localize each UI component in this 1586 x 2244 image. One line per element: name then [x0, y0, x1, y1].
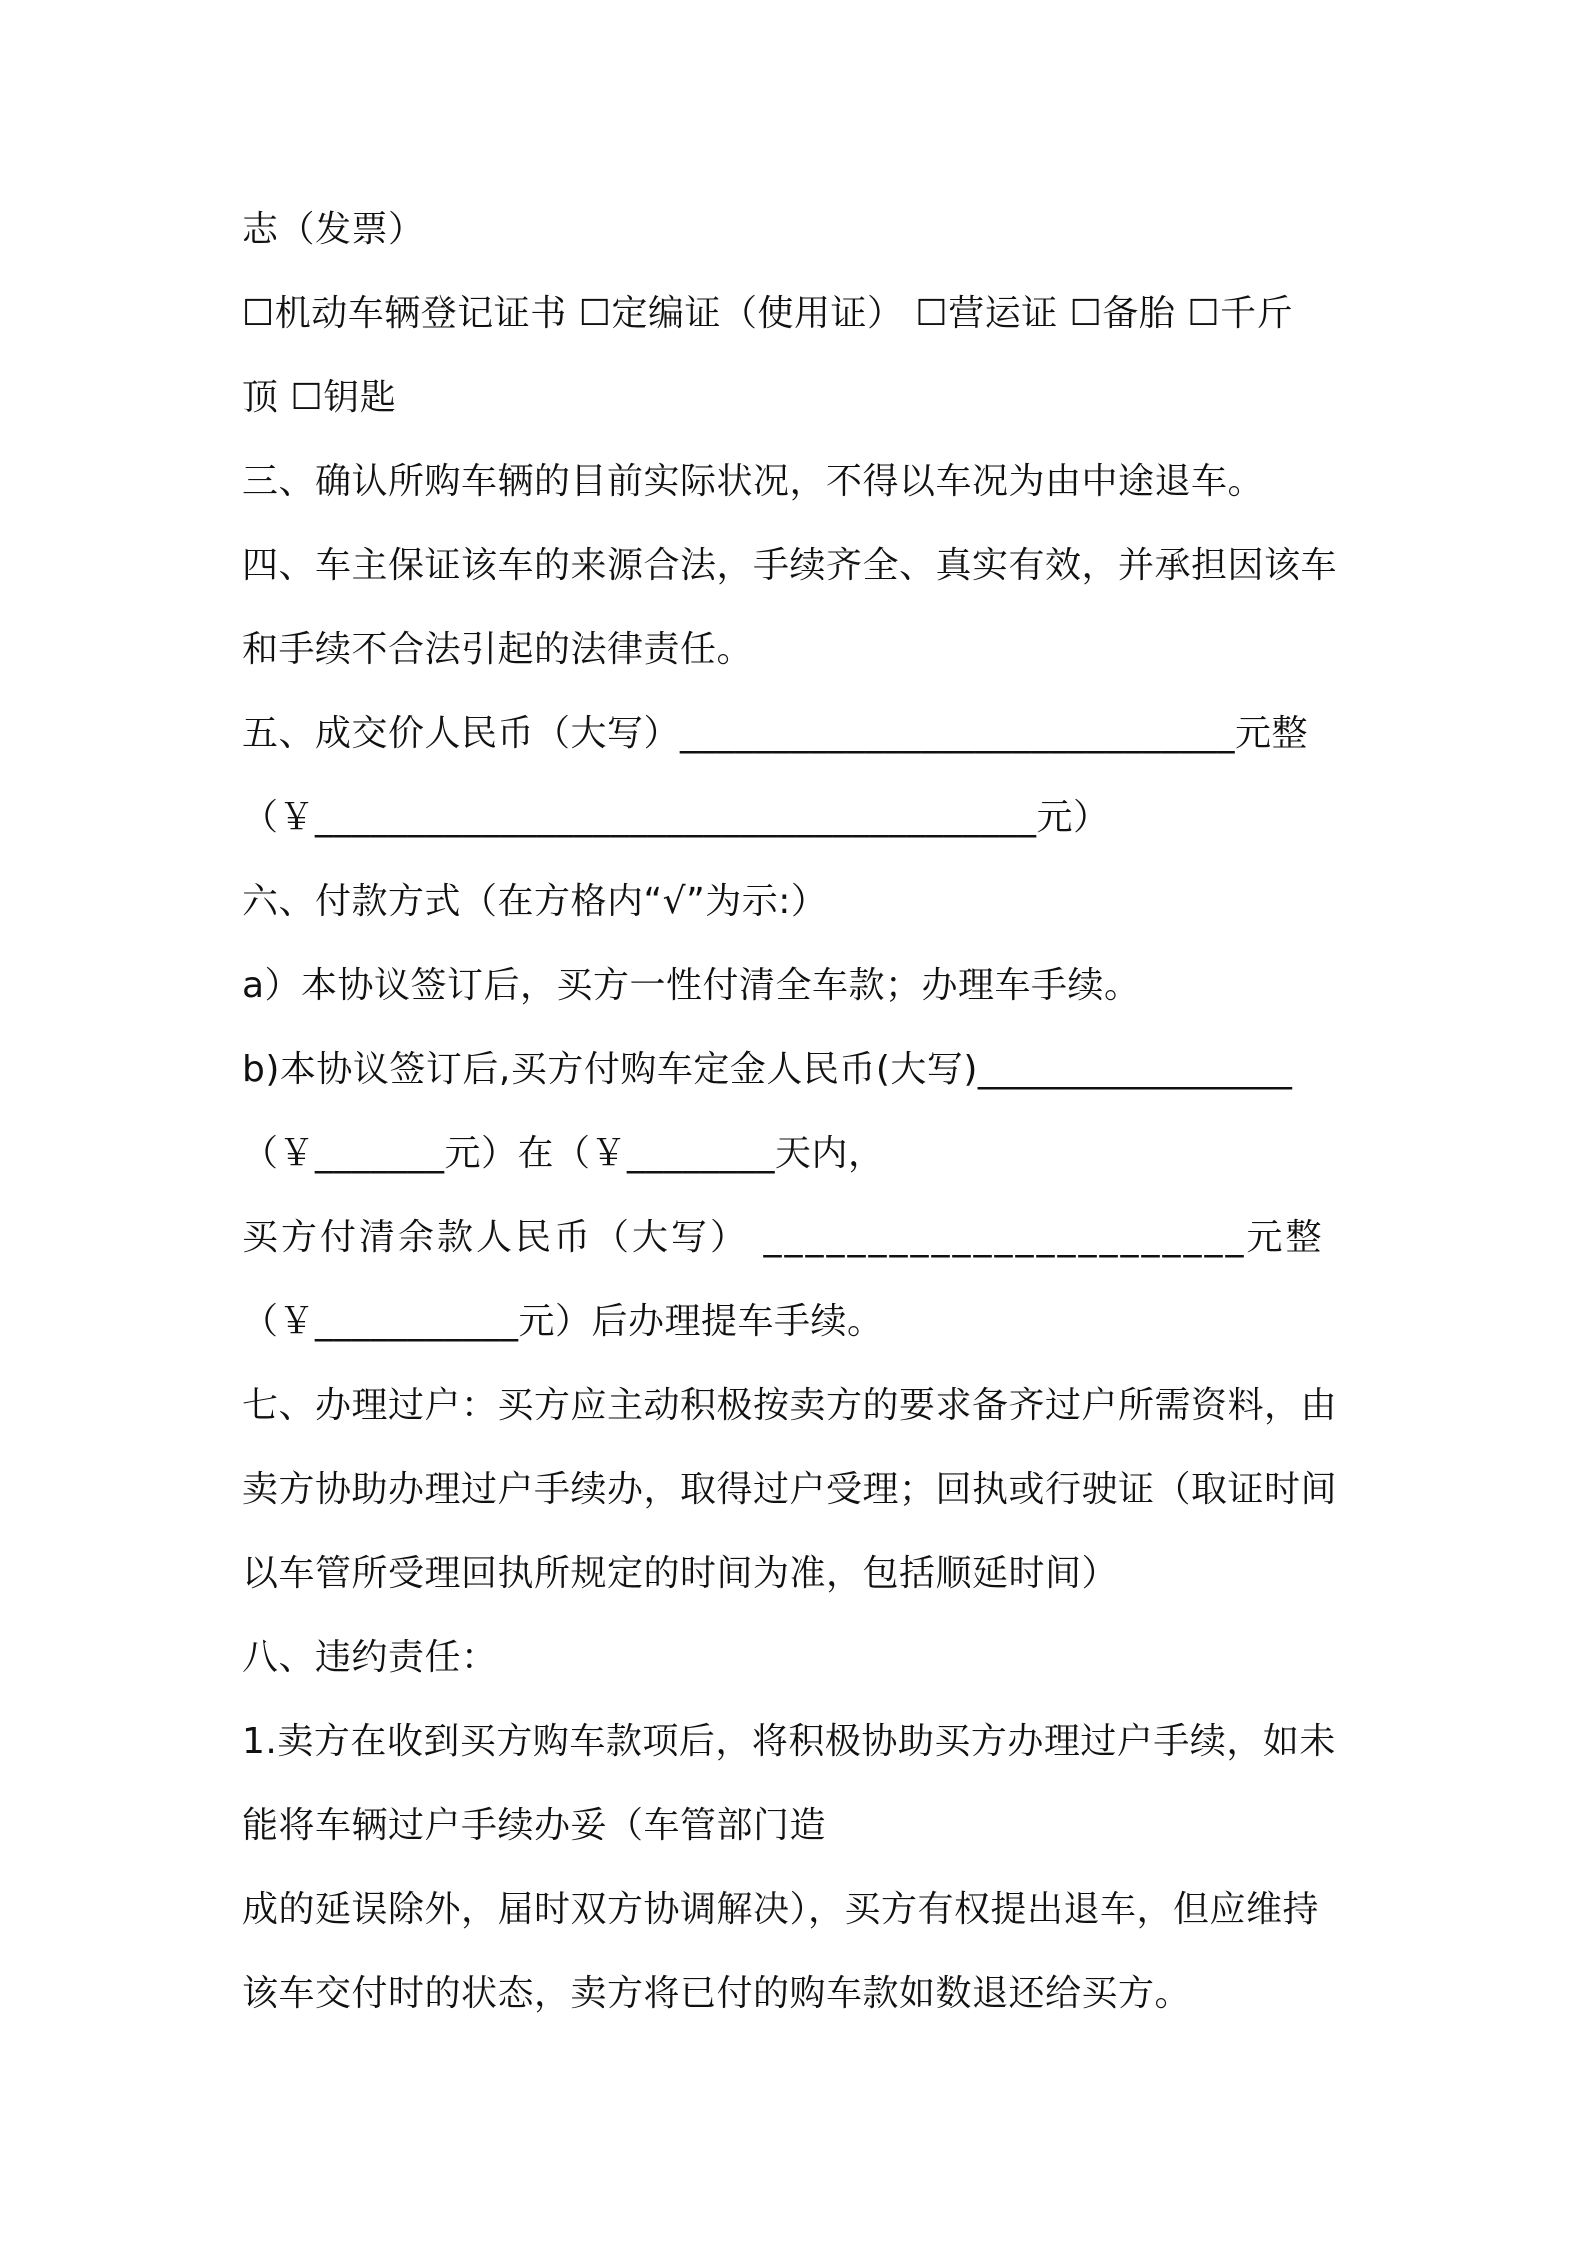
text-line: （￥___________元）后办理提车手续。 [242, 1301, 884, 1342]
text-line: 顶 ☐钥匙 [242, 377, 397, 418]
text-line: 七、办理过户：买方应主动积极按卖方的要求备齐过户所需资料，由 [242, 1385, 1338, 1426]
text-line: b)本协议签订后,买方付购车定金人民币(大写)_________________ [242, 1049, 1293, 1090]
text-line: 卖方协助办理过户手续办，取得过户受理；回执或行驶证（取证时间 [242, 1469, 1338, 1510]
text-line: 能将车辆过户手续办妥（车管部门造 [242, 1805, 827, 1846]
text-line: 五、成交价人民币（大写）______________________________元整 [242, 713, 1309, 754]
text-line: 买方付清余款人民币（大写） _______________________元整 [242, 1217, 1325, 1258]
text-line: 八、违约责任： [242, 1637, 498, 1678]
text-line: a）本协议签订后，买方一性付清全车款；办理车手续。 [242, 965, 1141, 1006]
text-line: 六、付款方式（在方格内“√”为示:） [242, 881, 828, 922]
text-line: 和手续不合法引起的法律责任。 [242, 629, 754, 670]
text-line: 1.卖方在收到买方购车款项后，将积极协助买方办理过户手续，如未 [242, 1721, 1336, 1762]
text-line: 三、确认所购车辆的目前实际状况，不得以车况为由中途退车。 [242, 461, 1265, 502]
text-line: 以车管所受理回执所规定的时间为准，包括顺延时间） [242, 1553, 1119, 1594]
text-line: 四、车主保证该车的来源合法，手续齐全、真实有效，并承担因该车 [242, 545, 1338, 586]
text-line: （￥_______元）在（￥________天内， [242, 1133, 885, 1174]
text-line: 志（发票） [242, 209, 425, 250]
text-line: 该车交付时的状态，卖方将已付的购车款如数退还给买方。 [242, 1973, 1192, 2014]
text-line: （￥_______________________________________元） [242, 797, 1110, 838]
text-line: 成的延误除外，届时双方协调解决），买方有权提出退车，但应维持 [242, 1889, 1320, 1930]
text-line: ☐机动车辆登记证书 ☐定编证（使用证） ☐营运证 ☐备胎 ☐千斤 [242, 293, 1294, 334]
